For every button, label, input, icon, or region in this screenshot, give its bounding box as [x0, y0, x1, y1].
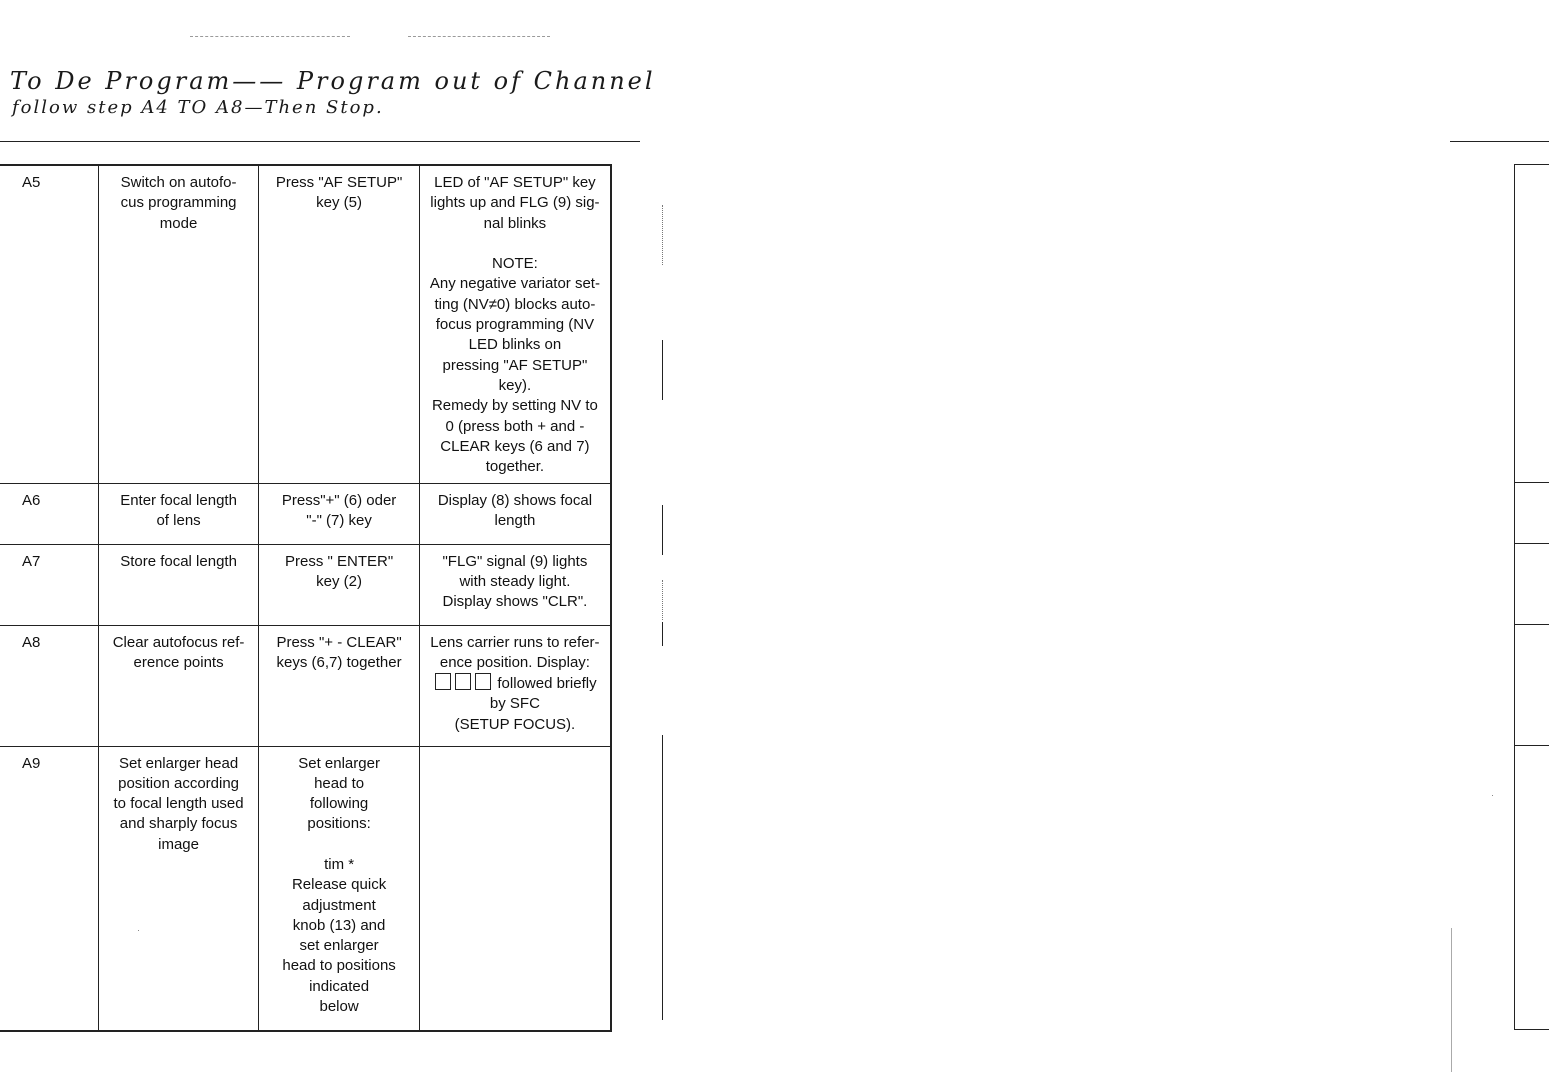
table-row	[0, 625, 611, 746]
scan-artifact-top-right	[408, 36, 550, 37]
step-action: Enter focal length of lens	[98, 483, 259, 544]
step-operation: Press"+" (6) oder "-" (7) key	[259, 483, 420, 544]
result-line: followed briefly	[497, 675, 597, 693]
handwritten-note	[10, 66, 656, 120]
display-blank-line	[422, 673, 608, 694]
step-operation: Set enlarger head to following positions: tim * Release quick adjustment knob (13) and set enlarger head to positions indicated below	[259, 746, 420, 1031]
right-page-row-line	[1514, 624, 1549, 625]
right-page-table-edge	[1514, 164, 1515, 1030]
step-result	[419, 625, 611, 746]
display-blank-box-icon	[475, 673, 491, 690]
right-page-row-line	[1514, 482, 1549, 483]
display-blank-box-icon	[455, 673, 471, 690]
handwritten-note-line-2: follow step A4 TO A8—Then Stop.	[12, 97, 384, 118]
scan-speck	[1492, 795, 1493, 796]
right-page-row-line	[1514, 543, 1549, 544]
gutter-scan-mark	[662, 580, 663, 620]
display-blank-box-icon	[435, 673, 451, 690]
result-line: by SFC	[489, 695, 540, 713]
gutter-scan-mark	[662, 505, 663, 555]
gutter-scan-mark	[662, 205, 663, 265]
handwritten-note-line-1: To De Program—— Program out of Channel	[10, 67, 656, 95]
step-result: "FLG" signal (9) lights with steady light. Display shows "CLR".	[419, 544, 611, 625]
procedure-table	[0, 164, 612, 1032]
step-result: Display (8) shows focal length	[419, 483, 611, 544]
step-operation: Press " ENTER" key (2)	[259, 544, 420, 625]
separator-rule	[0, 141, 640, 142]
step-result: LED of "AF SETUP" key lights up and FLG (9) sig- nal blinks NOTE: Any negative variator set- ting (NV≠0) blocks auto- focus programming (NV LED blinks on pressing "AF SETUP" key). Remedy by setting NV to 0 (press both + and - CLEAR keys (6 and 7) together.	[419, 165, 611, 483]
step-number: A8	[0, 625, 98, 746]
step-action: Store focal length	[98, 544, 259, 625]
right-page-row-line	[1514, 745, 1549, 746]
gutter-scan-mark	[662, 622, 663, 646]
step-operation: Press "AF SETUP" key (5)	[259, 165, 420, 483]
result-line: ence position. Display:	[439, 653, 590, 671]
step-number: A7	[0, 544, 98, 625]
right-page-row-line	[1514, 1029, 1549, 1030]
step-result	[419, 746, 611, 1031]
right-page-row-line	[1514, 164, 1549, 165]
step-number: A6	[0, 483, 98, 544]
table-row	[0, 544, 611, 625]
gutter-scan-mark	[662, 340, 663, 400]
right-page-rule	[1450, 141, 1549, 142]
table-row	[0, 483, 611, 544]
scan-speck	[138, 930, 139, 931]
step-number: A5	[0, 165, 98, 483]
table-row	[0, 746, 611, 1031]
result-line: (SETUP FOCUS).	[454, 715, 576, 733]
table-row	[0, 165, 611, 483]
scan-artifact-top-left	[190, 36, 350, 37]
step-action: Clear autofocus ref- erence points	[98, 625, 259, 746]
step-operation: Press "+ - CLEAR" keys (6,7) together	[259, 625, 420, 746]
step-action: Switch on autofo- cus programming mode	[98, 165, 259, 483]
right-page-scan-mark	[1451, 928, 1452, 1072]
gutter-scan-mark	[662, 735, 663, 1020]
step-number: A9	[0, 746, 98, 1031]
result-line: Lens carrier runs to refer-	[430, 633, 600, 651]
step-action: Set enlarger head position according to focal length used and sharply focus image	[98, 746, 259, 1031]
